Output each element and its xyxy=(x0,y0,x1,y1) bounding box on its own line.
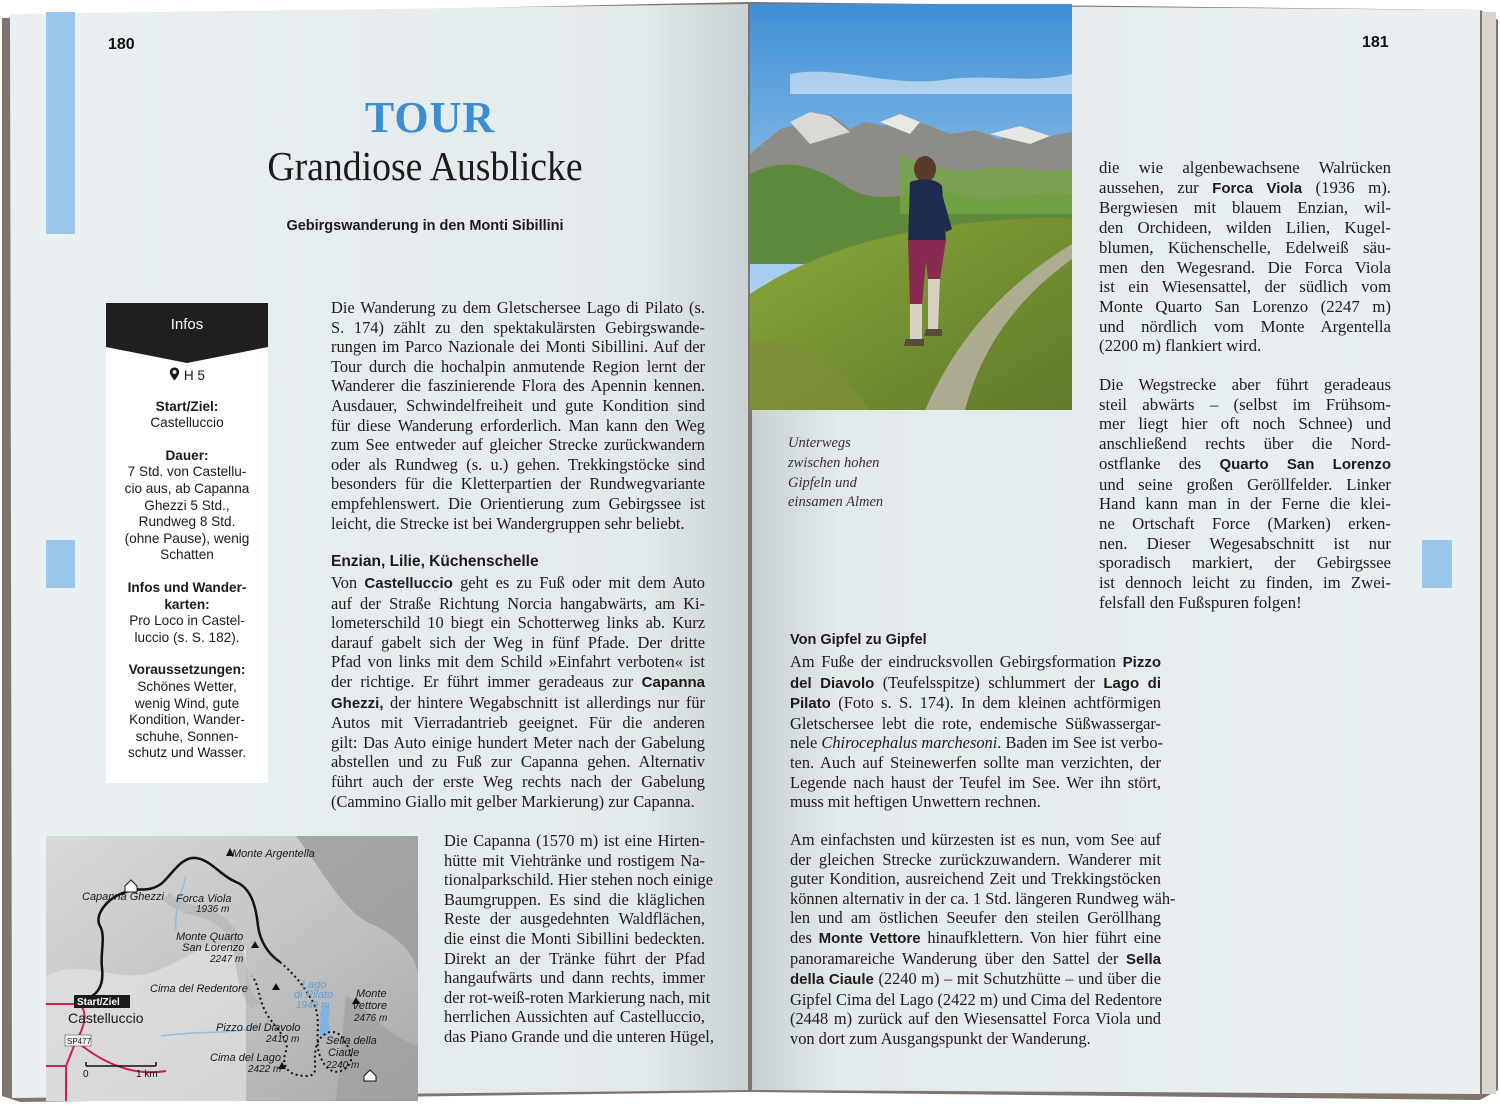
map-label-forca-viola: Forca Viola xyxy=(176,893,232,905)
text-line: mer liegt hier oft noch Schnee) und xyxy=(1099,414,1391,434)
map-label-cima-lago-alt: 2422 m xyxy=(248,1064,282,1075)
map-label-monte: Monte xyxy=(356,988,387,1000)
text-line: herrlichen Aussichten auf Castelluccio, xyxy=(444,1007,705,1027)
text-line: Ghezzi, der hintere Wegabschnitt ist allerdings nur für xyxy=(331,692,705,712)
pizzo-diavolo-text xyxy=(790,652,1161,812)
text-line: S. 174) zählt zu den spektakulärsten Gebirgswande- xyxy=(331,317,705,337)
info-value: wenig Wind, gute xyxy=(134,695,240,711)
map-label-di-pilato: di Pilato xyxy=(294,989,334,1001)
text-line: abstellen und zu Fuß zur Capanna gehen. Alternativ xyxy=(331,752,705,772)
enzian-text xyxy=(331,573,705,811)
map-label-monte-quarto: Monte Quarto xyxy=(176,931,244,943)
info-value: (ohne Pause), wenig xyxy=(124,530,250,546)
rundweg-text xyxy=(790,830,1176,1049)
info-value: Schönes Wetter, xyxy=(137,678,237,694)
text-line: Pfad von links mit dem Schild »Einfahrt verboten« ist xyxy=(331,652,705,672)
photo-caption xyxy=(788,434,938,513)
text-line: rungen im Parco Nazionale dei Monti Sibillini. Auf der xyxy=(331,337,705,357)
map-label-sella: Sella della xyxy=(326,1035,377,1047)
right-page xyxy=(750,0,1500,1105)
text-line: und nördlich vom Monte Argentella xyxy=(1099,316,1391,336)
text-line: men den Wegesrand. Die Forca Viola xyxy=(1099,257,1391,277)
info-heading-notch xyxy=(106,347,268,363)
info-label: karten: xyxy=(164,596,210,612)
text-line: anschließend rechts über die Nord- xyxy=(1099,434,1391,454)
text-line: lometerschild 10 biegt ein Schotterweg links ab. Kurz xyxy=(331,613,705,633)
map-label-lago-alt: 1949 m xyxy=(296,1000,330,1011)
wegstrecke-text xyxy=(1099,375,1391,612)
info-block xyxy=(112,662,262,762)
text-line: der gleichen Strecke zurückzuwandern. Wanderer mit xyxy=(790,849,1161,869)
text-line: Am einfachsten und kürzesten ist es nun, vom See auf xyxy=(790,830,1161,849)
info-value: cio aus, ab Capanna xyxy=(124,480,250,496)
text-line: sporadisch markiert, der Gebirgssee xyxy=(1099,553,1391,573)
text-line: Ausdauer, Schwindelfreiheit und gute Kondition sind xyxy=(331,395,705,415)
text-line: Gletschersee lebt die rote, endemische Süßwassergar- xyxy=(790,713,1161,733)
info-map-ref xyxy=(112,367,262,385)
text-line: felsfall den Fußspuren folgen! xyxy=(1099,592,1302,612)
map-label-ciaule: Ciaule xyxy=(328,1047,360,1059)
text-line: Hand kann man in der Ferne die klei- xyxy=(1099,494,1391,514)
text-line: gilt: Das Auto einige hundert Meter nach der Gabelung xyxy=(331,732,705,752)
section-heading-enzian: Enzian, Lilie, Küchenschelle xyxy=(331,553,539,570)
text-line: der richtige. Er führt immer geradeaus zur Capanna xyxy=(331,671,705,691)
text-line: Die Wegstrecke aber führt geradeaus xyxy=(1099,375,1391,394)
caption-line: einsamen Almen xyxy=(788,494,884,511)
map-label-capanna-ghezzi: Capanna Ghezzi xyxy=(82,891,164,903)
text-line: Wanderer die faszinierende Flora des Apennin kennen. xyxy=(331,376,705,396)
text-line: steil abwärts – (selbst im Frühsom- xyxy=(1099,394,1391,414)
info-value: schuhe, Sonnen- xyxy=(135,728,239,744)
info-label: Start/Ziel: xyxy=(155,398,219,414)
text-line: tionalparkschild. Hier stehen noch einige xyxy=(444,870,713,890)
text-line: nele Chirocephalus marchesoni. Baden im See ist verbo- xyxy=(790,733,1163,753)
map-scale-1km: 1 km xyxy=(136,1069,158,1080)
side-color-tab xyxy=(46,540,75,588)
text-line: Die Capanna (1570 m) ist eine Hirten- xyxy=(444,831,705,850)
text-line: guter Kondition, ausreichend Zeit und Trekkingstöcken xyxy=(790,869,1161,889)
text-line: Monte Quarto San Lorenzo (2247 m) xyxy=(1099,296,1391,316)
text-line: den Orchideen, wilden Lilien, Kugel- xyxy=(1099,218,1391,238)
text-line: können alternativ in der ca. 1 Std. längeren Rundweg wäh- xyxy=(790,888,1176,908)
info-value: Kondition, Wander- xyxy=(129,712,245,728)
info-block xyxy=(112,580,262,646)
text-line: führt auch der erste Weg rechts nach der Gabelung xyxy=(331,771,705,791)
info-box xyxy=(106,303,268,783)
text-line: hangaufwärts und dann rechts, immer xyxy=(444,968,705,988)
map-label-monte-argentella: Monte Argentella xyxy=(232,848,315,860)
route-map xyxy=(46,836,418,1101)
hiker-photo xyxy=(750,4,1072,410)
text-line: Legende nach haust der Teufel im See. Wer ihn stört, xyxy=(790,772,1161,792)
text-line: len und am östlichen Seeufer den steilen Geröllhang xyxy=(790,908,1161,928)
text-line: Direkt an der Tränke führt der Pfad xyxy=(444,948,705,968)
info-value: 7 Std. von Castellu- xyxy=(127,464,247,480)
map-label-sella-alt: 2240 m xyxy=(326,1060,360,1071)
text-line: darauf gabelt sich der Weg in fünf Pfade. Der dritte xyxy=(331,632,705,652)
info-value: Schatten xyxy=(160,547,214,563)
info-value: Castelluccio xyxy=(150,415,224,431)
text-line: auf der Straße Richtung Norcia hangabwärts, am Ki- xyxy=(331,593,705,613)
text-line: (2448 m) zurück auf den Wiesensattel Forca Viola und xyxy=(790,1009,1161,1029)
text-line: die einst die Monti Sibillini bedeckten. xyxy=(444,928,705,948)
map-pin-icon xyxy=(169,368,180,383)
info-block xyxy=(112,399,262,432)
map-scale-0: 0 xyxy=(83,1069,89,1080)
top-color-tab xyxy=(46,12,75,234)
page-subtitle: Gebirgswanderung in den Monti Sibillini xyxy=(286,218,564,234)
map-label-start-ziel: Start/Ziel xyxy=(77,997,120,1008)
info-value: schutz und Wasser. xyxy=(127,745,247,761)
text-line: leicht, die Strecke ist bei Wandergruppen sehr beliebt. xyxy=(331,513,685,533)
info-label: Infos und Wander- xyxy=(127,579,247,595)
info-body xyxy=(112,367,262,778)
text-line: hütte mit Viehtränke und rostigem Na- xyxy=(444,850,705,870)
info-value: Ghezzi 5 Std., xyxy=(144,497,230,513)
page-number: 181 xyxy=(1362,34,1389,51)
map-label-road: SP477 xyxy=(67,1037,92,1046)
text-line: ist dennoch leicht zu finden, im Zwei- xyxy=(1099,573,1391,593)
info-label: Voraussetzungen: xyxy=(128,662,246,678)
map-label-cima-lago: Cima del Lago xyxy=(210,1052,281,1064)
text-line: für diese Wanderung erforderlich. Man kann den Weg xyxy=(331,415,705,435)
info-value: luccio (s. S. 182). xyxy=(134,629,240,645)
page-title: Grandiose Ausblicke xyxy=(267,143,583,189)
text-line: Gipfel Cima del Lago (2422 m) und Cima del Redentore xyxy=(790,989,1162,1009)
text-line: Baumgruppen. Es sind die kläglichen xyxy=(444,889,705,909)
map-label-pizzo-diavolo: Pizzo del Diavolo xyxy=(216,1022,301,1034)
map-label-san-lorenzo-alt: 2247 m xyxy=(210,954,244,965)
text-line: Autos mit Vierradantrieb geeignet. Für die anderen xyxy=(331,713,705,733)
info-value: Rundweg 8 Std. xyxy=(138,514,236,530)
text-line: Pilato (Foto s. S. 174). In dem kleinen achtförmigen xyxy=(790,693,1161,713)
info-label: Dauer: xyxy=(165,447,209,463)
map-ref-value: H 5 xyxy=(183,368,205,383)
text-line: Die Wanderung zu dem Gletschersee Lago di Pilato (s. xyxy=(331,298,705,317)
text-line: muss mit heftigen Unwettern rechnen. xyxy=(790,792,1041,812)
text-line: blumen, Küchenschelle, Edelweiß säu- xyxy=(1099,237,1391,257)
text-line: ten. Auch auf Steinewerfen sollte man verzichten, der xyxy=(790,752,1161,772)
map-label-san-lorenzo: San Lorenzo xyxy=(182,942,245,954)
side-color-tab xyxy=(1422,540,1452,588)
text-line: von dort zum Ausgangspunkt der Wanderung. xyxy=(790,1028,1091,1048)
text-line: die wie algenbewachsene Walrücken xyxy=(1099,158,1391,177)
text-line: ostflanke des Quarto San Lorenzo xyxy=(1099,453,1391,473)
info-heading: Infos xyxy=(106,303,268,347)
intro-text xyxy=(331,298,705,533)
text-line: Am Fuße der eindrucksvollen Gebirgsformation Pizzo xyxy=(790,652,1161,671)
info-value: Pro Loco in Castel- xyxy=(129,613,245,629)
text-line: besonders für die Kletterpartien der Rundwegvariante xyxy=(331,474,705,494)
forca-viola-text xyxy=(1099,158,1391,356)
map-label-vettore: Vettore xyxy=(352,1000,388,1012)
caption-line: Unterwegs xyxy=(788,435,851,451)
text-line: empfehlenswert. Die Orientierung zum Gebirgssee ist xyxy=(331,493,705,513)
section-heading-gipfel: Von Gipfel zu Gipfel xyxy=(790,632,927,648)
tour-label: TOUR xyxy=(364,93,496,142)
text-line: aussehen, zur Forca Viola (1936 m). xyxy=(1099,177,1391,197)
text-line: und seine großen Geröllfelder. Linker xyxy=(1099,474,1391,494)
text-line: Tour durch die hochalpin anmutende Region lernt der xyxy=(331,356,705,376)
capanna-text xyxy=(444,831,714,1047)
map-label-castelluccio: Castelluccio xyxy=(68,1010,144,1026)
text-line: Von Castelluccio geht es zu Fuß oder mit dem Auto xyxy=(331,573,705,592)
text-line: (2200 m) flankiert wird. xyxy=(1099,336,1262,356)
text-line: (Cammino Giallo mit gelber Markierung) zur Capanna. xyxy=(331,791,695,811)
text-line: Bergwiesen mit blauem Enzian, wil- xyxy=(1099,198,1391,218)
text-line: der rot-weiß-roten Markierung nach, mit xyxy=(444,987,711,1007)
map-label-lago: Lago xyxy=(302,979,327,991)
map-label-cima-redentore: Cima del Redentore xyxy=(150,983,248,995)
text-line: ist ein Wiesensattel, der südlich vom xyxy=(1099,277,1391,297)
text-line: Reste der ausgedehnten Waldflächen, xyxy=(444,909,705,929)
map-label-pizzo-diavolo-alt: 2410 m xyxy=(266,1034,300,1045)
text-line: panoramareiche Wanderung über den Sattel der Sella xyxy=(790,948,1161,968)
text-line: ne Ortschaft Force (Marken) erken- xyxy=(1099,513,1391,533)
text-line: das Piano Grande und die unteren Hügel, xyxy=(444,1026,714,1046)
page-number: 180 xyxy=(108,36,135,53)
text-line: zum See entweder auf gleicher Strecke zurückwandern xyxy=(331,435,705,455)
map-label-vettore-alt: 2476 m xyxy=(354,1013,388,1024)
caption-line: zwischen hohen xyxy=(788,454,880,471)
map-label-forca-viola-alt: 1936 m xyxy=(196,904,230,915)
text-line: oder als Rundweg (s. u.) gehen. Trekkingstöcke sind xyxy=(331,454,705,474)
info-block xyxy=(112,448,262,564)
text-line: della Ciaule (2240 m) – mit Schutzhütte – und über die xyxy=(790,969,1161,989)
text-line: del Diavolo (Teufelsspitze) schlummert der Lago di xyxy=(790,672,1161,692)
text-line: nen. Dieser Wegesabschnitt ist nur xyxy=(1099,533,1391,553)
caption-line: Gipfeln und xyxy=(788,474,857,491)
text-line: des Monte Vettore hinaufklettern. Von hier führt eine xyxy=(790,927,1161,947)
